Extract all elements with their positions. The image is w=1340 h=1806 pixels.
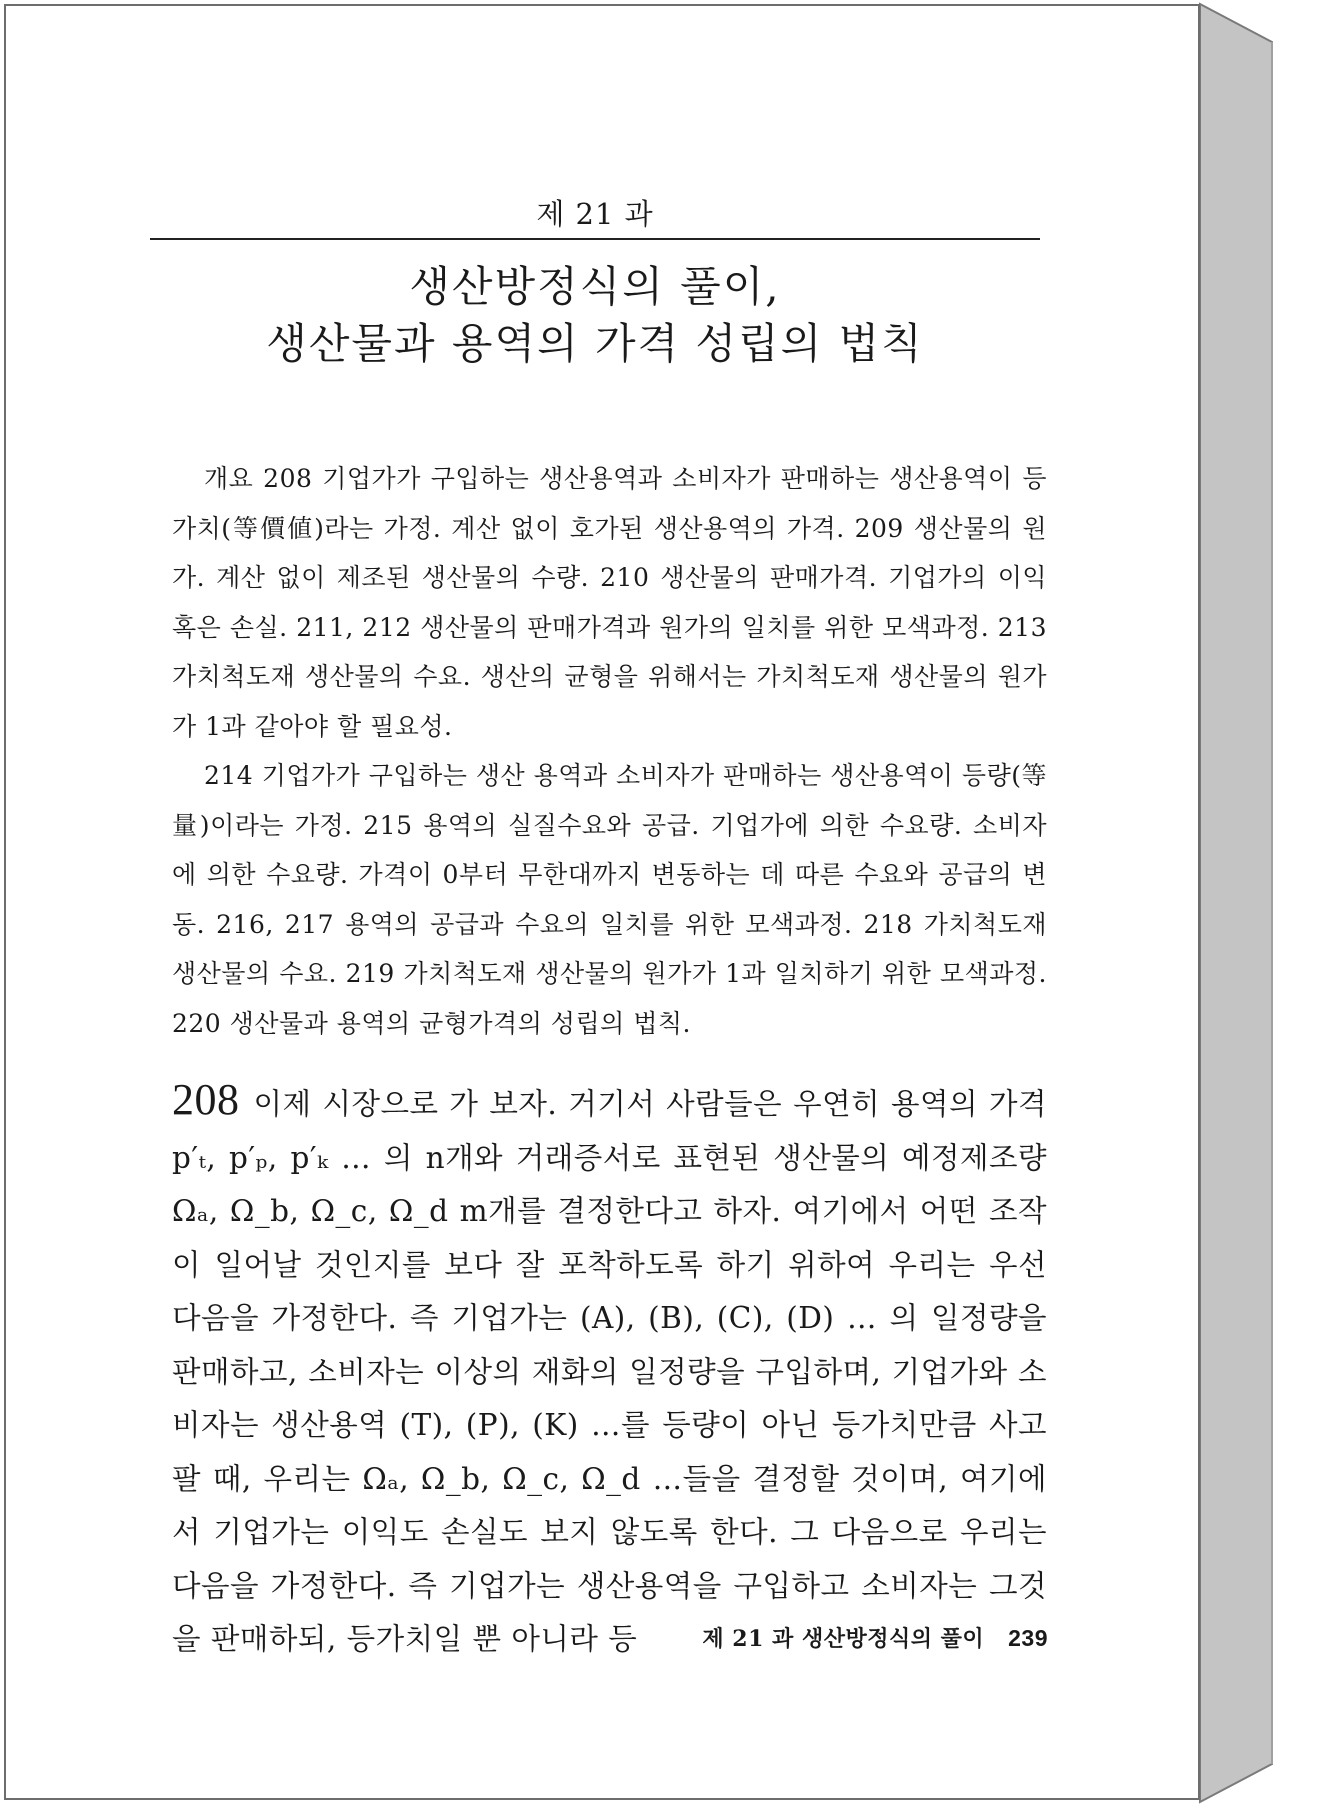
chapter-title-line-2: 생산물과 용역의 가격 성립의 법칙 xyxy=(266,319,924,368)
title-divider xyxy=(150,238,1040,240)
body-paragraph xyxy=(172,1075,1047,1667)
summary-paragraph-1: 개요 208 기업가가 구입하는 생산용역과 소비자가 판매하는 생산용역이 등가치(等價値)라는 가정. 계산 없이 호가된 생산용역의 가격. 209 생산물의 원가. 계산 없이 제조된 생산물의 수량. 210 생산물의 판매가격. 기업가의 이익 혹은 손실. 211, 212 생산물의 판매가격과 원가의 일치를 위한 모색과정. 213 가치척도재 생산물의 수요. 생산의 균형을 위해서는 가치척도재 생산물의 원가가 1과 같아야 할 필요성. xyxy=(172,464,1047,741)
chapter-label: 제 21 과 xyxy=(536,197,654,231)
paragraph-number: 208 xyxy=(172,1075,240,1124)
running-head: 제 21 과 생산방정식의 풀이 xyxy=(702,1626,985,1652)
chapter-title xyxy=(150,258,1040,372)
chapter-title-line-1: 생산방정식의 풀이, xyxy=(409,262,781,311)
body-section xyxy=(172,1075,1047,1667)
page-number: 239 xyxy=(1008,1625,1048,1651)
body-paragraph-text: 이제 시장으로 가 보자. 거기서 사람들은 우연히 용역의 가격 p′ₜ, p′ₚ, p′ₖ … 의 n개와 거래증서로 표현된 생산물의 예정제조량 Ωₐ, Ω_b, Ω_c, Ω_d m개를 결정한다고 하자. 여기에서 어떤 조작이 일어날 것인지를 보다 잘 포착하도록 하기 위하여 우리는 우선 다음을 가정한다. 즉 기업가는 (A), (B), (C), (D) … 의 일정량을 판매하고, 소비자는 이상의 재화의 일정량을 구입하며, 기업가와 소비자는 생산용역 (T), (P), (K) …를 등량이 아닌 등가치만큼 사고팔 때, 우리는 Ωₐ, Ω_b, Ω_c, Ω_d …들을 결정할 것이며, 여기에서 기업가는 이익도 손실도 보지 않도록 한다. 그 다음으로 우리는 다음을 가정한다. 즉 기업가는 생산용역을 구입하고 소비자는 그것을 판매하되, 등가치일 뿐 아니라 등 xyxy=(172,1087,1047,1656)
chapter-summary xyxy=(172,454,1047,1048)
page-footer xyxy=(600,1622,1048,1653)
summary-paragraph-2: 214 기업가가 구입하는 생산 용역과 소비자가 판매하는 생산용역이 등량(等量)이라는 가정. 215 용역의 실질수요와 공급. 기업가에 의한 수요량. 소비자에 의한 수요량. 가격이 0부터 무한대까지 변동하는 데 따른 수요와 공급의 변동. 216, 217 용역의 공급과 수요의 일치를 위한 모색과정. 218 가치척도재 생산물의 수요. 219 가치척도재 생산물의 원가가 1과 일치하기 위한 모색과정. 220 생산물과 용역의 균형가격의 성립의 법칙. xyxy=(172,761,1047,1038)
